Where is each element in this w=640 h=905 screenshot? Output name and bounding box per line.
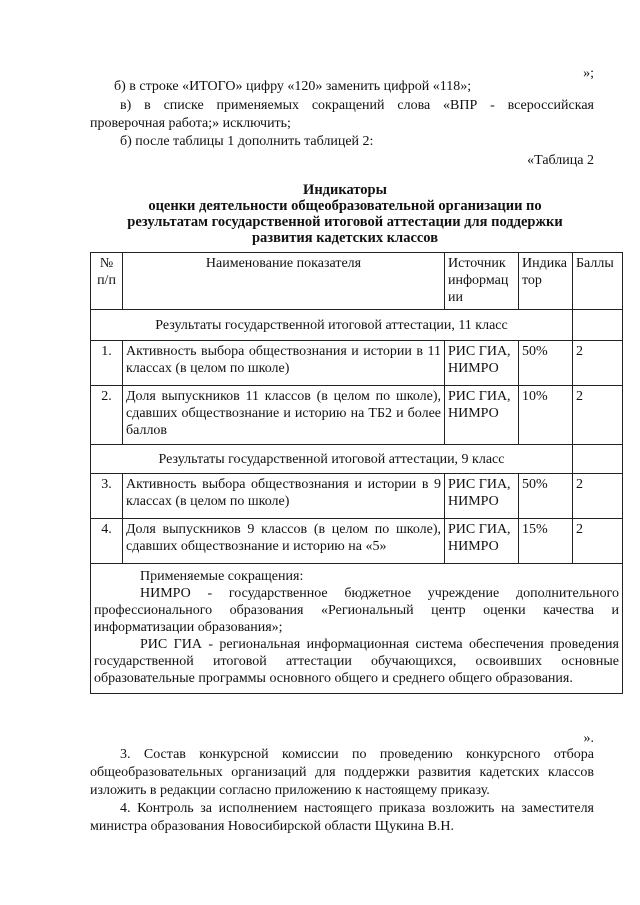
row-points: 2 [573,341,623,386]
section-empty-cell [573,310,623,341]
table-row [91,519,623,564]
table-caption: «Таблица 2 [527,153,594,168]
row-source: РИС ГИА, НИМРО [445,474,519,519]
table-end-quote: ». [583,731,594,746]
table-title [110,182,580,246]
row-source: РИС ГИА, НИМРО [445,519,519,564]
abbreviations-row [91,564,623,694]
quote-end-top: »; [583,66,594,81]
item-v-text: в) в списке применяемых сокращений слова «ВПР - всероссийская проверочная работа;» исключить; [90,98,594,131]
row-name: Доля выпускников 11 классов (в целом по школе), сдавших обществознание и историю на ТБ2 и более баллов [123,386,445,445]
row-indicator: 50% [519,341,573,386]
abbreviations-cell [91,564,623,694]
row-indicator: 10% [519,386,573,445]
table-row [91,386,623,445]
item-b6-text: б) после таблицы 1 дополнить таблицей 2: [120,134,374,149]
row-name: Активность выбора обществознания и истории в 9 классах (в целом по школе) [123,474,445,519]
table-title-line1: Индикаторы [303,182,387,198]
row-source: РИС ГИА, НИМРО [445,341,519,386]
header-name: Наименование показателя [123,253,445,310]
section-row-11 [91,310,623,341]
abbr-title: Применяемые сокращения: [140,569,304,584]
indicators-table [90,252,623,694]
row-source: РИС ГИА, НИМРО [445,386,519,445]
table-title-line2: оценки деятельности общеобразовательной организации по результатам государственной итоговой аттестации для поддержки развития кадетских классов [127,198,563,246]
row-indicator: 15% [519,519,573,564]
paragraph-4: 4. Контроль за исполнением настоящего приказа возложить на заместителя министра образования Новосибирской области Щукина В.Н. [90,801,594,834]
paragraph-3: 3. Состав конкурсной комиссии по проведению конкурсного отбора общеобразовательных организаций для поддержки развития кадетских классов изложить в редакции согласно приложению к настоящему приказу. [90,747,594,798]
header-source: Источник информации [445,253,519,310]
row-num: 3. [91,474,123,519]
section-row-9 [91,445,623,474]
section-empty-cell [573,445,623,474]
row-num: 4. [91,519,123,564]
abbr-ris: РИС ГИА - региональная информационная система обеспечения проведения государственной итоговой аттестации обучающихся, освоивших основные образовательные программы основного общего и среднего общего образования. [94,637,619,686]
row-num: 2. [91,386,123,445]
table-row [91,341,623,386]
abbr-nimro: НИМРО - государственное бюджетное учреждение дополнительного профессионального образования «Региональный центр оценки качества и информатизации образования»; [94,586,619,635]
row-points: 2 [573,519,623,564]
row-points: 2 [573,386,623,445]
header-num: № п/п [91,253,123,310]
row-points: 2 [573,474,623,519]
row-indicator: 50% [519,474,573,519]
item-b-text: б) в строке «ИТОГО» цифру «120» заменить цифрой «118»; [114,79,472,94]
row-name: Доля выпускников 9 классов (в целом по школе), сдавших обществознание и историю на «5» [123,519,445,564]
header-points: Баллы [573,253,623,310]
section-label-9: Результаты государственной итоговой аттестации, 9 класс [91,445,573,474]
header-indicator: Индикатор [519,253,573,310]
row-name: Активность выбора обществознания и истории в 11 классах (в целом по школе) [123,341,445,386]
table-row [91,474,623,519]
table-header-row [91,253,623,310]
section-label-11: Результаты государственной итоговой аттестации, 11 класс [91,310,573,341]
row-num: 1. [91,341,123,386]
